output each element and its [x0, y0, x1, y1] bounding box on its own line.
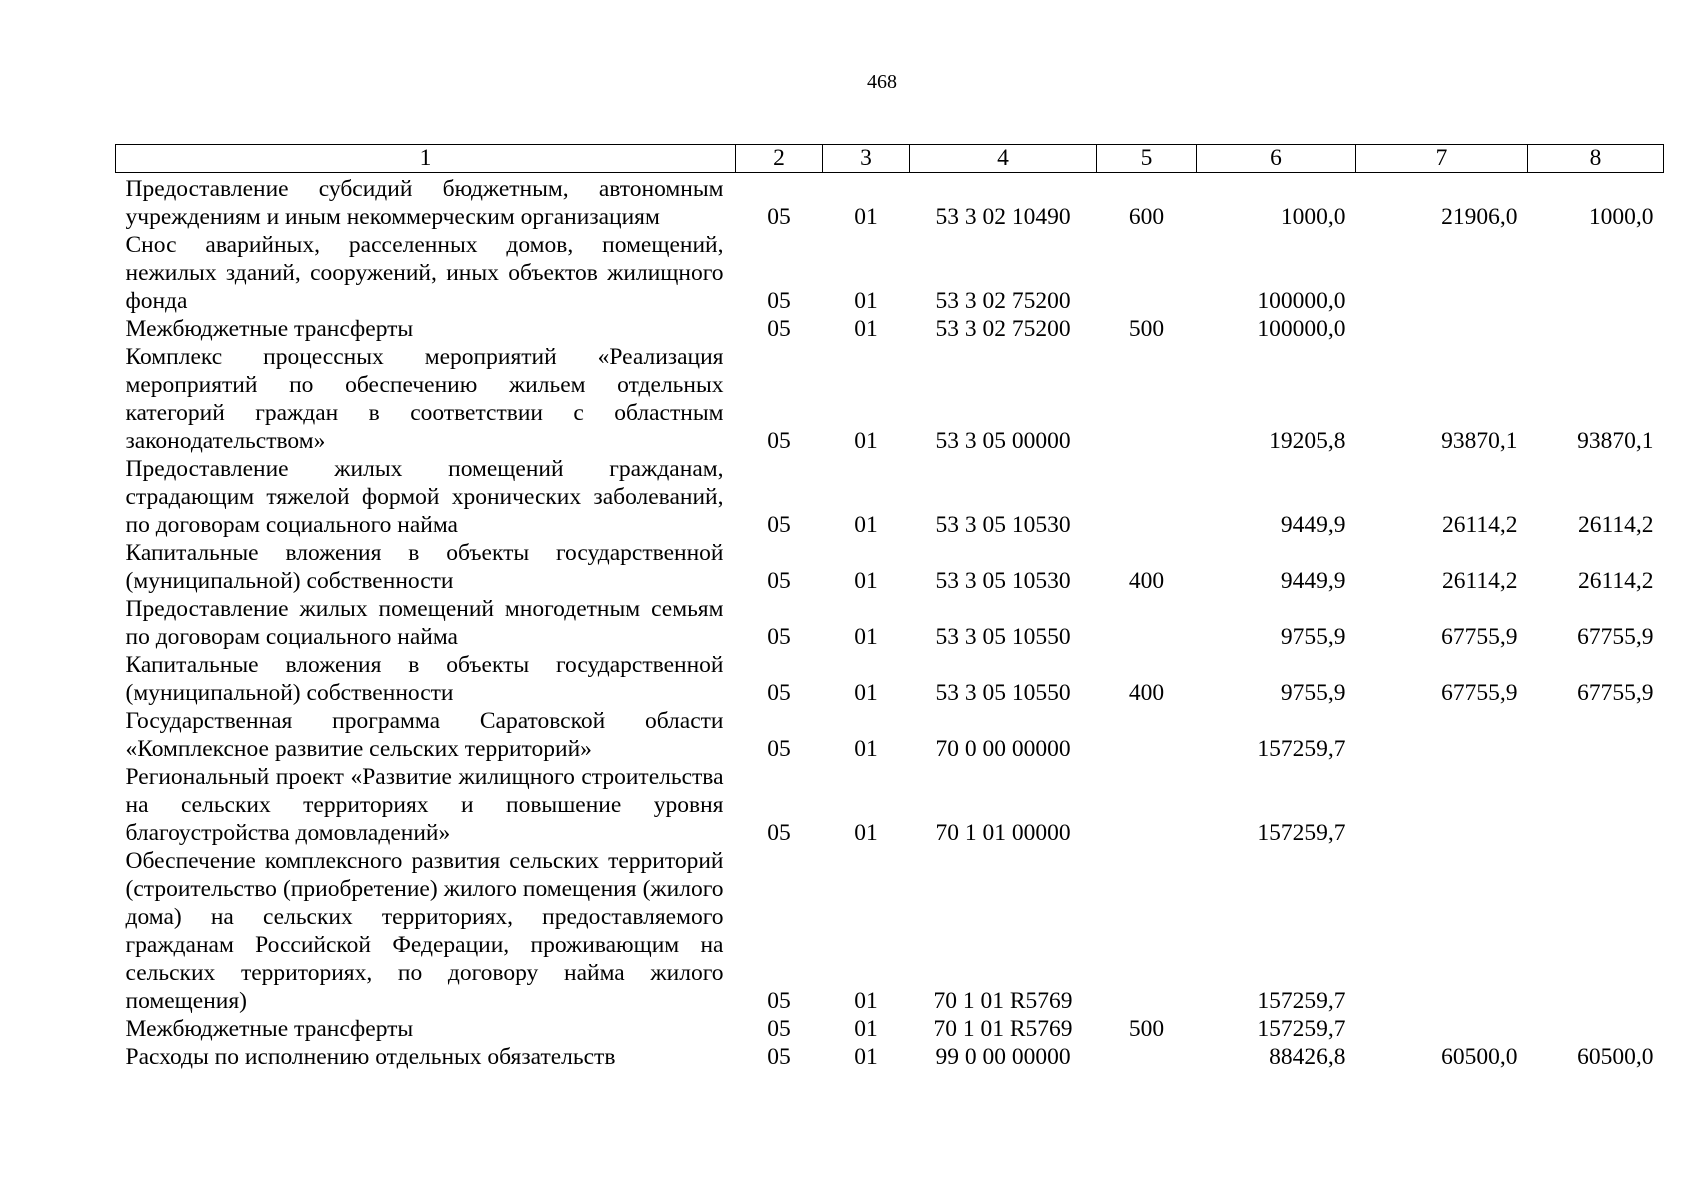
subsection-code: 01 — [854, 568, 878, 594]
row-name: Межбюджетные трансферты — [125, 316, 414, 342]
row-name: Расходы по исполнению отдельных обязательств — [125, 1044, 616, 1070]
table-row — [116, 455, 1664, 539]
header-col-3: 3 — [823, 145, 910, 173]
amount-col-8: 93870,1 — [1577, 428, 1654, 454]
table-row — [116, 1015, 1664, 1043]
target-article-code: 99 0 00 00000 — [935, 1044, 1071, 1070]
amount-col-7 — [1356, 1015, 1528, 1043]
amount-col-6: 157259,7 — [1257, 820, 1346, 846]
target-article-code: 53 3 02 75200 — [935, 316, 1071, 342]
expense-type-code — [1097, 1043, 1197, 1071]
target-article-code: 53 3 05 10550 — [935, 624, 1071, 650]
header-col-8: 8 — [1528, 145, 1664, 173]
row-name: Капитальные вложения в объекты государственной (муниципальной) собственности — [125, 652, 724, 706]
amount-col-7: 67755,9 — [1441, 680, 1518, 706]
table-row — [116, 651, 1664, 707]
amount-col-7: 21906,0 — [1441, 204, 1518, 230]
amount-col-6: 19205,8 — [1269, 428, 1346, 454]
section-code: 05 — [767, 512, 791, 538]
amount-col-7 — [1356, 847, 1528, 1015]
section-code: 05 — [767, 1016, 791, 1042]
header-row — [116, 145, 1664, 173]
table-row — [116, 847, 1664, 1015]
row-name: Предоставление жилых помещений гражданам, страдающим тяжелой формой хронических заболеваний, по договорам социального найма — [125, 456, 724, 538]
amount-col-6: 9449,9 — [1280, 568, 1346, 594]
budget-table — [115, 144, 1664, 1071]
subsection-code: 01 — [854, 204, 878, 230]
section-code: 05 — [767, 988, 791, 1014]
amount-col-8 — [1528, 763, 1664, 847]
section-code: 05 — [767, 316, 791, 342]
expense-type-code: 400 — [1128, 680, 1165, 706]
amount-col-7: 67755,9 — [1441, 624, 1518, 650]
target-article-code: 70 0 00 00000 — [935, 736, 1071, 762]
subsection-code: 01 — [854, 680, 878, 706]
expense-type-code — [1097, 455, 1197, 539]
section-code: 05 — [767, 428, 791, 454]
table-row — [116, 1043, 1664, 1071]
expense-type-code — [1097, 231, 1197, 315]
row-name: Межбюджетные трансферты — [125, 1016, 414, 1042]
row-name: Государственная программа Саратовской области «Комплексное развитие сельских территорий» — [125, 708, 724, 762]
expense-type-code — [1097, 343, 1197, 455]
table-row — [116, 343, 1664, 455]
section-code: 05 — [767, 736, 791, 762]
amount-col-6: 157259,7 — [1257, 736, 1346, 762]
subsection-code: 01 — [854, 288, 878, 314]
expense-type-code: 500 — [1128, 316, 1165, 342]
section-code: 05 — [767, 288, 791, 314]
target-article-code: 53 3 05 10530 — [935, 512, 1071, 538]
expense-type-code: 600 — [1128, 204, 1165, 230]
amount-col-6: 157259,7 — [1257, 1016, 1346, 1042]
table-body — [116, 173, 1664, 1072]
amount-col-7: 26114,2 — [1441, 568, 1518, 594]
subsection-code: 01 — [854, 1016, 878, 1042]
target-article-code: 70 1 01 00000 — [935, 820, 1071, 846]
subsection-code: 01 — [854, 428, 878, 454]
table-row — [116, 763, 1664, 847]
amount-col-6: 100000,0 — [1257, 288, 1346, 314]
table-row — [116, 173, 1664, 232]
subsection-code: 01 — [854, 1044, 878, 1070]
header-col-7: 7 — [1356, 145, 1528, 173]
expense-type-code — [1097, 763, 1197, 847]
page-number: 468 — [867, 71, 897, 93]
row-name: Предоставление жилых помещений многодетным семьям по договорам социального найма — [125, 596, 724, 650]
target-article-code: 53 3 05 00000 — [935, 428, 1071, 454]
row-name: Региональный проект «Развитие жилищного строительства на сельских территориях и повышение уровня благоустройства домовладений» — [125, 764, 724, 846]
row-name: Снос аварийных, расселенных домов, помещений, нежилых зданий, сооружений, иных объектов жилищного фонда — [125, 232, 724, 314]
section-code: 05 — [767, 624, 791, 650]
amount-col-6: 9755,9 — [1280, 680, 1346, 706]
amount-col-8: 67755,9 — [1577, 680, 1654, 706]
amount-col-7 — [1356, 707, 1528, 763]
row-name: Предоставление субсидий бюджетным, автономным учреждениям и иным некоммерческим организациям — [125, 176, 724, 230]
header-col-1: 1 — [116, 145, 736, 173]
section-code: 05 — [767, 820, 791, 846]
amount-col-6: 9755,9 — [1280, 624, 1346, 650]
row-name: Капитальные вложения в объекты государственной (муниципальной) собственности — [125, 540, 724, 594]
amount-col-8: 67755,9 — [1577, 624, 1654, 650]
amount-col-7: 60500,0 — [1441, 1044, 1518, 1070]
amount-col-6: 9449,9 — [1280, 512, 1346, 538]
section-code: 05 — [767, 1044, 791, 1070]
target-article-code: 70 1 01 R5769 — [933, 1016, 1073, 1042]
target-article-code: 53 3 05 10530 — [935, 568, 1071, 594]
amount-col-6: 1000,0 — [1280, 204, 1346, 230]
amount-col-8: 60500,0 — [1577, 1044, 1654, 1070]
amount-col-7 — [1356, 231, 1528, 315]
section-code: 05 — [767, 568, 791, 594]
amount-col-8 — [1528, 707, 1664, 763]
row-name: Обеспечение комплексного развития сельских территорий (строительство (приобретение) жилого помещения (жилого дома) на сельских территориях, предоставляемого гражданам Российской Федерации, проживающим на сельских территориях, по договору найма жилого помещения) — [125, 848, 724, 1014]
amount-col-8 — [1528, 231, 1664, 315]
subsection-code: 01 — [854, 988, 878, 1014]
expense-type-code — [1097, 595, 1197, 651]
table-row — [116, 315, 1664, 343]
table-row — [116, 539, 1664, 595]
amount-col-8: 26114,2 — [1577, 512, 1654, 538]
amount-col-8 — [1528, 315, 1664, 343]
section-code: 05 — [767, 204, 791, 230]
table-row — [116, 707, 1664, 763]
target-article-code: 53 3 02 10490 — [935, 204, 1071, 230]
target-article-code: 53 3 05 10550 — [935, 680, 1071, 706]
amount-col-7: 26114,2 — [1441, 512, 1518, 538]
expense-type-code: 500 — [1128, 1016, 1165, 1042]
expense-type-code — [1097, 847, 1197, 1015]
subsection-code: 01 — [854, 820, 878, 846]
expense-type-code: 400 — [1128, 568, 1165, 594]
amount-col-7 — [1356, 763, 1528, 847]
amount-col-8: 26114,2 — [1577, 568, 1654, 594]
header-col-2: 2 — [736, 145, 823, 173]
target-article-code: 53 3 02 75200 — [935, 288, 1071, 314]
amount-col-6: 157259,7 — [1257, 988, 1346, 1014]
amount-col-7 — [1356, 315, 1528, 343]
header-col-4: 4 — [910, 145, 1097, 173]
section-code: 05 — [767, 680, 791, 706]
table-row — [116, 231, 1664, 315]
table-row — [116, 595, 1664, 651]
header-col-5: 5 — [1097, 145, 1197, 173]
amount-col-6: 88426,8 — [1269, 1044, 1346, 1070]
subsection-code: 01 — [854, 736, 878, 762]
amount-col-8 — [1528, 847, 1664, 1015]
header-col-6: 6 — [1197, 145, 1356, 173]
subsection-code: 01 — [854, 512, 878, 538]
amount-col-6: 100000,0 — [1257, 316, 1346, 342]
amount-col-7: 93870,1 — [1441, 428, 1518, 454]
row-name: Комплекс процессных мероприятий «Реализация мероприятий по обеспечению жильем отдельных категорий граждан в соответствии с областным законодательством» — [125, 344, 724, 454]
expense-type-code — [1097, 707, 1197, 763]
target-article-code: 70 1 01 R5769 — [933, 988, 1073, 1014]
subsection-code: 01 — [854, 624, 878, 650]
amount-col-8: 1000,0 — [1588, 204, 1654, 230]
amount-col-8 — [1528, 1015, 1664, 1043]
subsection-code: 01 — [854, 316, 878, 342]
